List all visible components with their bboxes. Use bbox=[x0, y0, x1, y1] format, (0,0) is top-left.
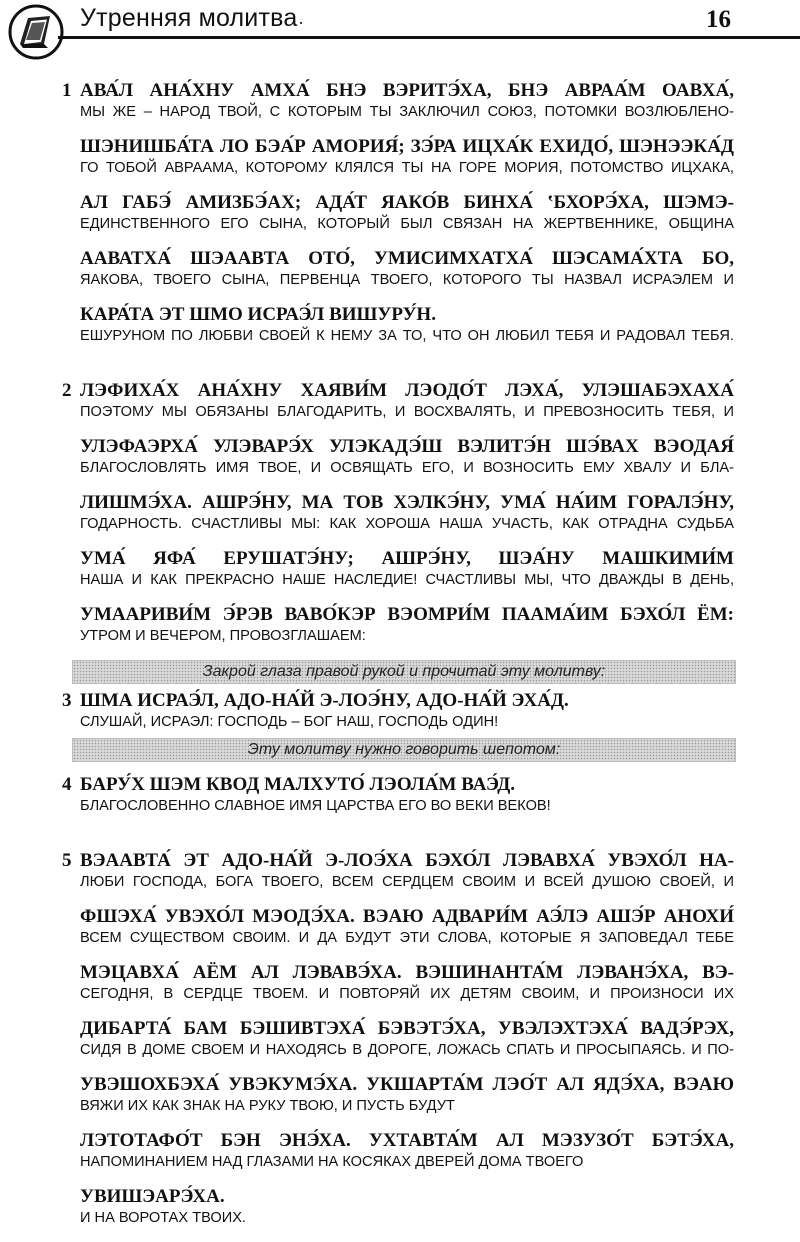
transliteration-line: УЛЭФАЭРХА́ УЛЭВАРЭ́Х УЛЭКАДЭ́Ш ВЭЛИТЭ́Н ШЭ́ВАХ ВЭОДАЯ́ bbox=[80, 436, 734, 457]
transliteration-line: ДИБАРТА́ БАМ БЭШИВТЭХА́ БЭВЭТЭ́ХА, УВЭЛЭХТЭХА́ ВАДЭ́РЭХ, bbox=[80, 1018, 734, 1039]
verse-pair bbox=[80, 548, 734, 590]
verse-pair bbox=[80, 248, 734, 290]
verse-pair bbox=[80, 436, 734, 478]
transliteration-line: АВА́Л АНА́ХНУ АМХА́ БНЭ ВЭРИТЭ́ХА, БНЭ АВРАА́М ОАВХА́, bbox=[80, 80, 734, 101]
transliteration-line: КАРА́ТА ЭТ ШМО ИСРАЭ́Л ВИШУРУ́Н. bbox=[80, 304, 436, 325]
transliteration-line: ЛИШМЭ́ХА. АШРЭ́НУ, МА ТОВ ХЭЛКЭ́НУ, УМА́ НА́ИМ ГОРАЛЭ́НУ, bbox=[80, 492, 734, 513]
instruction-note: Эту молитву нужно говорить шепотом: bbox=[72, 738, 736, 762]
transliteration-line: ААВАТХА́ ШЭААВТА ОТО́, УМИСИМХАТХА́ ШЭСАМА́ХТА БО, bbox=[80, 248, 734, 269]
translation-line: ЯАКОВА, ТВОЕГО СЫНА, ПЕРВЕНЦА ТВОЕГО, КОТОРОГО ТЫ НАЗВАЛ ИСРАЭЛЕМ И bbox=[80, 272, 734, 288]
transliteration-line: МЭЦАВХА́ АЁМ АЛ ЛЭВАВЭ́ХА. ВЭШИНАНТА́М ЛЭВАНЭ́ХА, ВЭ- bbox=[80, 962, 734, 983]
translation-line: ВЯЖИ ИХ КАК ЗНАК НА РУКУ ТВОЮ, И ПУСТЬ БУДУТ bbox=[80, 1098, 455, 1114]
verse-pair bbox=[80, 906, 734, 948]
page-number: 16 bbox=[706, 6, 731, 33]
section-number: 4 bbox=[62, 774, 72, 795]
instruction-note: Закрой глаза правой рукой и прочитай эту молитву: bbox=[72, 660, 736, 684]
verse-pair bbox=[80, 304, 734, 346]
verse-pair bbox=[80, 774, 734, 816]
transliteration-line: УМА́ ЯФА́ ЕРУШАТЭ́НУ; АШРЭ́НУ, ШЭА́НУ МАШКИМИ́М bbox=[80, 548, 734, 569]
transliteration-line: ШМА ИСРАЭ́Л, АДО-НА́Й Э-ЛОЭ́НУ, АДО-НА́Й ЭХА́Д. bbox=[80, 690, 569, 711]
verse-pair bbox=[80, 136, 734, 178]
translation-line: ГОДАРНОСТЬ. СЧАСТЛИВЫ МЫ: КАК ХОРОША НАША УЧАСТЬ, КАК ОТРАДНА СУДЬБА bbox=[80, 516, 734, 532]
transliteration-line: ЛЭТОТАФО́Т БЭН ЭНЭ́ХА. УХТАВТА́М АЛ МЭЗУЗО́Т БЭТЭ́ХА, bbox=[80, 1130, 734, 1151]
prayer-text bbox=[62, 80, 734, 1242]
verse-pair bbox=[80, 380, 734, 422]
verse-pair bbox=[80, 492, 734, 534]
transliteration-line: ФШЭХА́ УВЭХО́Л МЭОДЭ́ХА. ВЭАЮ АДВАРИ́М АЭ́ЛЭ АШЭ́Р АНОХИ́ bbox=[80, 906, 734, 927]
prayer-section-2 bbox=[62, 380, 734, 646]
book-logo-icon bbox=[6, 4, 66, 60]
translation-line: СИДЯ В ДОМЕ СВОЕМ И НАХОДЯСЬ В ДОРОГЕ, ЛОЖАСЬ СПАТЬ И ПРОСЫПАЯСЬ. И ПО- bbox=[80, 1042, 734, 1058]
translation-line: СЛУШАЙ, ИСРАЭЛ: ГОСПОДЬ – БОГ НАШ, ГОСПОДЬ ОДИН! bbox=[80, 714, 499, 730]
translation-line: БЛАГОСЛОВЕННО СЛАВНОЕ ИМЯ ЦАРСТВА ЕГО ВО ВЕКИ ВЕКОВ! bbox=[80, 798, 551, 814]
translation-line: ГО ТОБОЙ АВРААМА, КОТОРОМУ КЛЯЛСЯ ТЫ НА ГОРЕ МОРИЯ, ПОТОМСТВО ИЦХАКА, bbox=[80, 160, 734, 176]
verse-pair bbox=[80, 1018, 734, 1060]
prayer-section-4 bbox=[62, 774, 734, 816]
transliteration-line: УВИШЭАРЭ́ХА. bbox=[80, 1186, 225, 1207]
translation-line: ПОЭТОМУ МЫ ОБЯЗАНЫ БЛАГОДАРИТЬ, И ВОСХВАЛЯТЬ, И ПРЕВОЗНОСИТЬ ТЕБЯ, И bbox=[80, 404, 734, 420]
prayer-section-5 bbox=[62, 850, 734, 1228]
verse-pair bbox=[80, 850, 734, 892]
translation-line: НАПОМИНАНИЕМ НАД ГЛАЗАМИ НА КОСЯКАХ ДВЕРЕЙ ДОМА ТВОЕГО bbox=[80, 1154, 584, 1170]
translation-line: НАША И КАК ПРЕКРАСНО НАШЕ НАСЛЕДИЕ! СЧАСТЛИВЫ МЫ, ЧТО ДВАЖДЫ В ДЕНЬ, bbox=[80, 572, 734, 588]
translation-line: СЕГОДНЯ, В СЕРДЦЕ ТВОЕМ. И ПОВТОРЯЙ ИХ ДЕТЯМ СВОИМ, И ПРОИЗНОСИ ИХ bbox=[80, 986, 734, 1002]
verse-pair bbox=[80, 604, 734, 646]
transliteration-line: ШЭНИШБА́ТА ЛО БЭА́Р АМОРИЯ́; ЗЭ́РА ИЦХА́К ЕХИДО́, ШЭНЭЭКА́Д bbox=[80, 136, 734, 157]
header-rule bbox=[58, 36, 800, 39]
page-title: Утренняя молитва bbox=[80, 4, 298, 32]
transliteration-line: УМААРИВИ́М Э́РЭВ ВАВО́КЭР ВЭОМРИ́М ПААМА́ИМ БЭХО́Л ЁМ: bbox=[80, 604, 734, 625]
transliteration-line: ЛЭФИХА́Х АНА́ХНУ ХАЯВИ́М ЛЭОДО́Т ЛЭХА́, УЛЭШАБЭХАХА́ bbox=[80, 380, 734, 401]
verse-pair bbox=[80, 1074, 734, 1116]
verse-pair bbox=[80, 690, 734, 732]
title-separator: · bbox=[298, 12, 304, 32]
prayer-section-3 bbox=[62, 690, 734, 732]
section-number: 1 bbox=[62, 80, 72, 101]
transliteration-line: БАРУ́Х ШЭМ КВОД МАЛХУТО́ ЛЭОЛА́М ВАЭ́Д. bbox=[80, 774, 516, 795]
verse-pair bbox=[80, 1130, 734, 1172]
verse-pair bbox=[80, 1186, 734, 1228]
transliteration-line: АЛ ГАБЭ́ АМИЗБЭ́АХ; АДА́Т ЯАКО́В БИНХА́ ʽБХОРЭ́ХА, ШЭМЭ- bbox=[80, 192, 734, 213]
transliteration-line: ВЭААВТА́ ЭТ АДО-НА́Й Э-ЛОЭ́ХА БЭХО́Л ЛЭВАВХА́ УВЭХО́Л НА- bbox=[80, 850, 734, 871]
translation-line: МЫ ЖЕ – НАРОД ТВОЙ, С КОТОРЫМ ТЫ ЗАКЛЮЧИЛ СОЮЗ, ПОТОМКИ ВОЗЛЮБЛЕНО- bbox=[80, 104, 734, 120]
translation-line: ЕДИНСТВЕННОГО ЕГО СЫНА, КОТОРЫЙ БЫЛ СВЯЗАН НА ЖЕРТВЕННИКЕ, ОБЩИНА bbox=[80, 216, 734, 232]
translation-line: УТРОМ И ВЕЧЕРОМ, ПРОВОЗГЛАШАЕМ: bbox=[80, 628, 366, 644]
section-number: 2 bbox=[62, 380, 72, 401]
section-number: 3 bbox=[62, 690, 72, 711]
translation-line: ЛЮБИ ГОСПОДА, БОГА ТВОЕГО, ВСЕМ СЕРДЦЕМ СВОИМ И ВСЕЙ ДУШОЮ СВОЕЙ, И bbox=[80, 874, 734, 890]
page-header bbox=[0, 0, 800, 62]
transliteration-line: УВЭШОХБЭХА́ УВЭКУМЭ́ХА. УКШАРТА́М ЛЭО́Т АЛ ЯДЭ́ХА, ВЭАЮ bbox=[80, 1074, 734, 1095]
verse-pair bbox=[80, 962, 734, 1004]
prayer-section-1 bbox=[62, 80, 734, 346]
translation-line: БЛАГОСЛОВЛЯТЬ ИМЯ ТВОЕ, И ОСВЯЩАТЬ ЕГО, И ВОЗНОСИТЬ ЕМУ ХВАЛУ И БЛА- bbox=[80, 460, 734, 476]
translation-line: ЕШУРУНОМ ПО ЛЮБВИ СВОЕЙ К НЕМУ ЗА ТО, ЧТО ОН ЛЮБИЛ ТЕБЯ И РАДОВАЛ ТЕБЯ. bbox=[80, 328, 734, 344]
verse-pair bbox=[80, 192, 734, 234]
translation-line: ВСЕМ СУЩЕСТВОМ СВОИМ. И ДА БУДУТ ЭТИ СЛОВА, КОТОРЫЕ Я ЗАПОВЕДАЛ ТЕБЕ bbox=[80, 930, 734, 946]
translation-line: И НА ВОРОТАХ ТВОИХ. bbox=[80, 1210, 246, 1226]
verse-pair bbox=[80, 80, 734, 122]
section-number: 5 bbox=[62, 850, 72, 871]
